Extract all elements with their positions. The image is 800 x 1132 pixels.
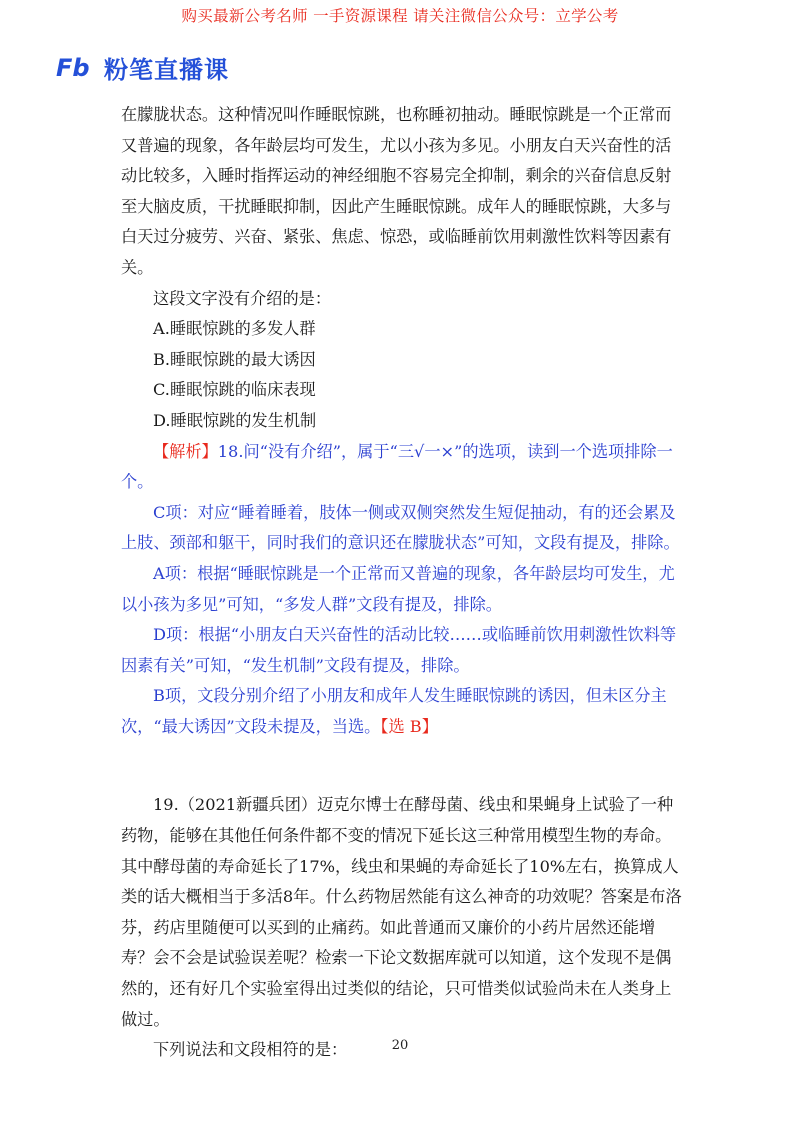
- analysis-item-d: D项：根据“小朋友白天兴奋性的活动比较……或临睡前饮用刺激性饮料等因素有关”可知，“发生机制”文段有提及，排除。: [121, 625, 677, 675]
- option-a: A.睡眠惊跳的多发人群: [153, 319, 316, 339]
- top-banner: 购买最新公考名师 一手资源课程 请关注微信公众号：立学公考: [181, 7, 619, 25]
- page-content: [121, 100, 686, 1066]
- question-18-stem: 这段文字没有介绍的是：: [153, 288, 332, 308]
- analysis-tag: 【解析】: [153, 441, 218, 461]
- analysis-item-c: C项：对应“睡着睡着，肢体一侧或双侧突然发生短促抽动，有的还会累及上肢、颈部和躯干，同时我们的意识还在朦胧状态”可知，文段有提及，排除。: [121, 502, 680, 553]
- fenbi-logo-icon: [56, 54, 96, 80]
- analysis-item-b: [121, 681, 686, 742]
- analysis-intro: [121, 437, 686, 498]
- question-19-stem: 下列说法和文段相符的是：: [153, 1040, 348, 1060]
- analysis-intro-text: 18.问“没有介绍”，属于“三√一×”的选项，读到一个选项排除一个。: [121, 441, 673, 492]
- analysis-item-b-text: B项，文段分别介绍了小朋友和成年人发生睡眠惊跳的诱因，但未区分主次，“最大诱因”文段未提及，当选。: [121, 686, 667, 736]
- svg-text:Fb: Fb: [56, 54, 90, 80]
- answer-tag: 【选 B】: [380, 716, 438, 736]
- option-c: C.睡眠惊跳的临床表现: [153, 380, 316, 400]
- passage-continued: 在朦胧状态。这种情况叫作睡眠惊跳，也称睡初抽动。睡眠惊跳是一个正常而又普遍的现象，各年龄层均可发生，尤以小孩为多见。小朋友白天兴奋性的活动比较多，入睡时指挥运动的神经细胞不容易完全抑制，剩余的兴奋信息反射至大脑皮质，干扰睡眠抑制，因此产生睡眠惊跳。成年人的睡眠惊跳，大多与白天过分疲劳、兴奋、紧张、焦虑、惊恐，或临睡前饮用刺激性饮料等因素有关。: [121, 105, 672, 277]
- analysis-item-a: A项：根据“睡眠惊跳是一个正常而又普遍的现象，各年龄层均可发生，尤以小孩为多见”可知，“多发人群”文段有提及，排除。: [121, 563, 675, 614]
- question-19-passage: 19.（2021新疆兵团）迈克尔博士在酵母菌、线虫和果蝇身上试验了一种药物，能够在其他任何条件都不变的情况下延长这三种常用模型生物的寿命。其中酵母菌的寿命延长了17%，线虫和果蝇的寿命延长了10%左右，换算成人类的话大概相当于多活8年。什么药物居然能有这么神奇的功效呢？答案是布洛芬，药店里随便可以买到的止痛药。如此普通而又廉价的小药片居然还能增寿？会不会是试验误差呢？检索一下论文数据库就可以知道，这个发现不是偶然的，还有好几个实验室得出过类似的结论，只可惜类似试验尚未在人类身上做过。: [121, 795, 682, 1029]
- page-number: 20: [391, 1038, 409, 1053]
- option-d: D.睡眠惊跳的发生机制: [153, 410, 317, 430]
- option-b: B.睡眠惊跳的最大诱因: [153, 349, 316, 369]
- brand-name: 粉笔直播课: [104, 55, 229, 84]
- brand-header: [56, 50, 229, 84]
